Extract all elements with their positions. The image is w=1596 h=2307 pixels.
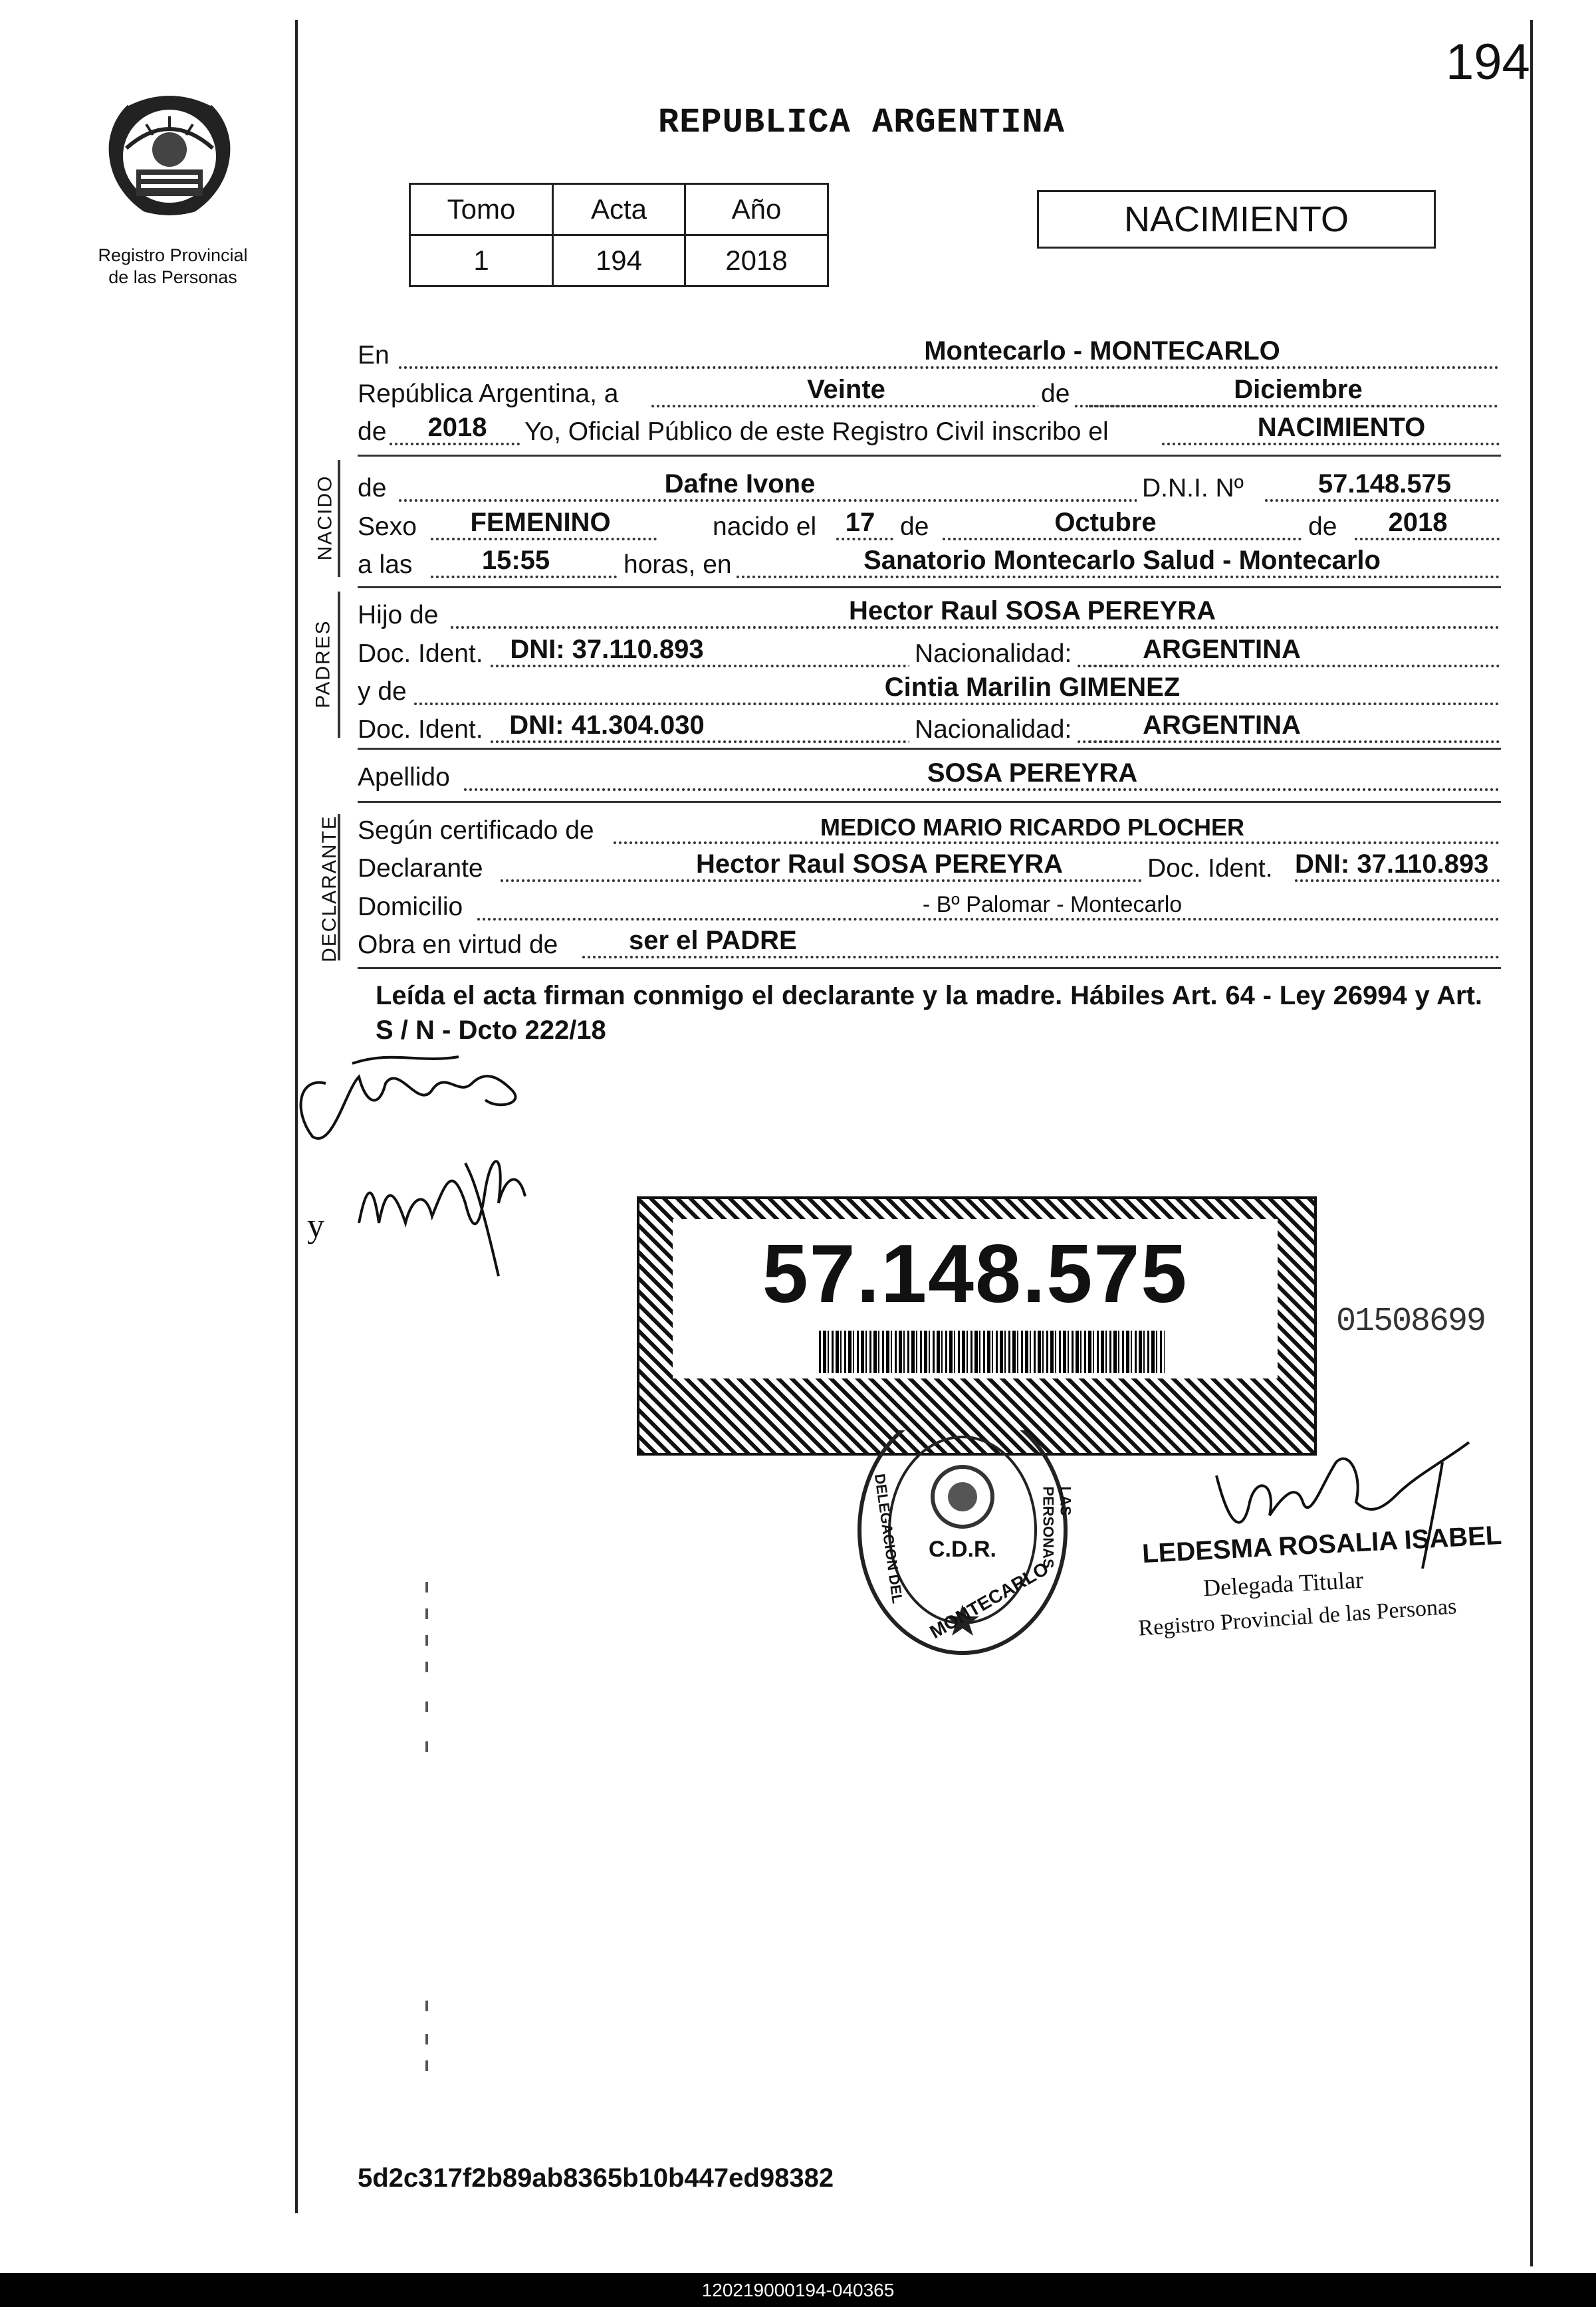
mother-signature [346, 1123, 545, 1283]
father-doc-label: Doc. Ident. [358, 639, 483, 668]
birth-place: Sanatorio Montecarlo Salud - Montecarlo [863, 546, 1381, 575]
inscribo-text: Yo, Oficial Público de este Registro Civil inscribo el [520, 417, 1113, 447]
sticker-number: 57.148.575 [762, 1228, 1189, 1320]
sticker-barcode [819, 1331, 1165, 1373]
margin-tick [425, 1608, 428, 1619]
stamp-right-text: LAS PERSONAS [1040, 1486, 1074, 1569]
place-value: Montecarlo - MONTECARLO [924, 336, 1280, 366]
record-value-acta: 194 [553, 235, 685, 286]
stamp-middle: C.D.R. [929, 1537, 996, 1562]
declarante-section-label: DECLARANTE [318, 815, 340, 962]
stamp-top-text: DELEGACION DEL [871, 1472, 906, 1605]
father-nationality: ARGENTINA [1143, 635, 1301, 664]
official-registry: Registro Provincial de las Personas [1137, 1594, 1458, 1641]
child-dni: 57.148.575 [1317, 469, 1452, 498]
padres-section-label: PADRES [312, 619, 334, 709]
right-margin-line [1530, 20, 1533, 2266]
margin-tick [425, 2060, 428, 2071]
obra-value: ser el PADRE [629, 926, 797, 955]
certificado-value: MEDICO MARIO RICARDO PLOCHER [820, 814, 1244, 841]
year-value: 2018 [427, 413, 487, 442]
birth-time: 15:55 [481, 546, 550, 575]
margin-tick [425, 1662, 428, 1672]
domicilio-value: - Bº Palomar - Montecarlo [922, 892, 1183, 917]
official-stamp [850, 1430, 1076, 1656]
margin-tick [425, 1582, 428, 1593]
record-value-anio: 2018 [685, 235, 828, 286]
father-name: Hector Raul SOSA PEREYRA [849, 596, 1216, 625]
row-nacido-sexo [358, 507, 1501, 544]
y-de-label: y de [358, 677, 407, 706]
document-hash: 5d2c317f2b89ab8365b10b447ed98382 [358, 2163, 834, 2193]
row-year [358, 412, 1501, 449]
month-value: Diciembre [1234, 375, 1363, 404]
mother-doc-label: Doc. Ident. [358, 715, 483, 744]
provincial-seal [100, 83, 239, 229]
apellido-value: SOSA PEREYRA [927, 758, 1138, 788]
official-name: LEDESMA ROSALIA ISABEL [1141, 1520, 1503, 1569]
record-value-tomo: 1 [410, 235, 553, 286]
margin-tick [425, 2034, 428, 2044]
separator-padres [358, 748, 1501, 750]
record-type-value: NACIMIENTO [1257, 413, 1426, 442]
row-y-de [358, 672, 1501, 709]
record-header-tomo: Tomo [410, 184, 553, 235]
row-nacido-hora [358, 545, 1501, 582]
obra-label: Obra en virtud de [358, 931, 558, 959]
row-mother-doc [358, 710, 1501, 747]
registry-label [73, 245, 273, 288]
row-nacido-name [358, 469, 1501, 506]
declarante-doc-label: Doc. Ident. [1142, 854, 1278, 883]
birth-year: 2018 [1388, 508, 1448, 537]
row-obra [358, 925, 1501, 962]
record-header-acta: Acta [553, 184, 685, 235]
row-en [358, 336, 1501, 373]
closing-text: Leída el acta firman conmigo el declarante y la madre. Hábiles Art. 64 - Ley 26994 y Art. S / N - Dcto 222/18 [376, 981, 1482, 1045]
footer-code: 120219000194-040365 [0, 2273, 1596, 2307]
separator-declarante [358, 967, 1501, 969]
page-number: 194 [1446, 34, 1530, 90]
certificado-label: Según certificado de [358, 816, 594, 845]
apellido-label: Apellido [358, 763, 450, 792]
declarante-name: Hector Raul SOSA PEREYRA [696, 849, 1063, 879]
row-hijo-de [358, 596, 1501, 633]
nacido-section-label: NACIDO [314, 475, 336, 561]
separator-nacido [358, 586, 1501, 588]
birth-de-label2: de [1302, 512, 1343, 542]
domicilio-label: Domicilio [358, 893, 463, 921]
sexo-value: FEMENINO [470, 508, 611, 537]
declarante-doc: DNI: 37.110.893 [1295, 849, 1489, 879]
row-apellido [358, 758, 1501, 795]
nacido-el-label: nacido el [709, 512, 820, 542]
de-year-label: de [358, 417, 387, 446]
sticker-serial: 01508699 [1336, 1303, 1486, 1341]
stamp-bottom-text: MONTECARLO [926, 1557, 1052, 1643]
signature-y-label: y [307, 1207, 324, 1245]
record-type-box: NACIMIENTO [1037, 190, 1436, 249]
father-nationality-label: Nacionalidad: [909, 639, 1077, 669]
birth-day: 17 [845, 508, 875, 537]
mother-name: Cintia Marilin GIMENEZ [884, 673, 1181, 702]
dni-sticker-panel [673, 1219, 1278, 1378]
day-value: Veinte [807, 375, 885, 404]
a-las-label: a las [358, 550, 413, 579]
separator-apellido [358, 801, 1501, 803]
margin-tick [425, 1635, 428, 1646]
de-label: de [1038, 380, 1072, 409]
row-declarante [358, 849, 1501, 886]
margin-tick [425, 1741, 428, 1752]
birth-de-label: de [893, 512, 935, 542]
en-label: En [358, 341, 390, 370]
father-doc: DNI: 37.110.893 [510, 635, 704, 664]
page-title: REPUBLICA ARGENTINA [658, 103, 1065, 142]
official-role: Delegada Titular [1202, 1566, 1364, 1602]
nacido-bracket [338, 460, 340, 577]
mother-doc: DNI: 41.304.030 [509, 711, 705, 740]
republica-label: República Argentina, a [358, 380, 619, 408]
record-table [409, 183, 829, 287]
dni-label: D.N.I. Nº [1137, 474, 1249, 503]
row-father-doc [358, 634, 1501, 671]
hijo-de-label: Hijo de [358, 601, 439, 629]
horas-label: horas, en [618, 550, 737, 580]
nacido-de-label: de [358, 474, 387, 502]
mother-nationality: ARGENTINA [1143, 711, 1301, 740]
declarante-label: Declarante [358, 854, 483, 883]
margin-tick [425, 1702, 428, 1712]
row-republica [358, 374, 1501, 411]
row-domicilio [358, 887, 1501, 925]
registry-label-line1: Registro Provincial [98, 245, 248, 265]
separator-intro [358, 455, 1501, 457]
padres-bracket [338, 592, 340, 738]
sexo-label: Sexo [358, 512, 417, 541]
row-certificado [358, 811, 1501, 848]
registry-label-line2: de las Personas [108, 267, 237, 287]
mother-nationality-label: Nacionalidad: [909, 715, 1077, 744]
dni-sticker [637, 1196, 1317, 1456]
child-name: Dafne Ivone [664, 469, 816, 498]
record-header-anio: Año [685, 184, 828, 235]
margin-tick [425, 2001, 428, 2011]
birth-month: Octubre [1054, 508, 1157, 537]
